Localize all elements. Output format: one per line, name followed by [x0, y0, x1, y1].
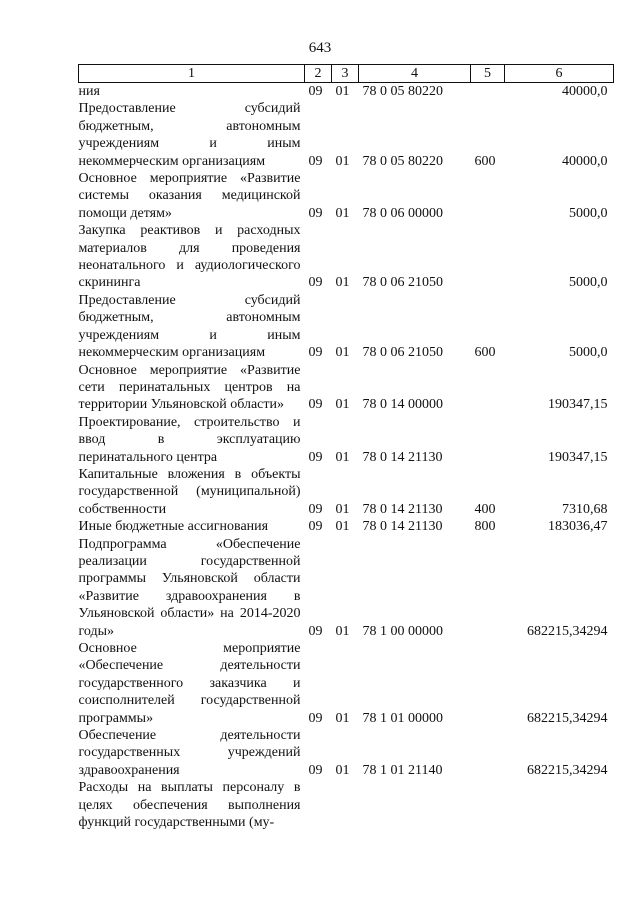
column-header-3: 3 — [332, 65, 359, 83]
amount — [505, 779, 614, 831]
row-name: Предоставление субсидий бюджетным, автономным учреждениям и иным некоммерческим организациям — [78, 292, 301, 361]
row-name: ния — [78, 84, 100, 99]
row-name: Закупка реактивов и расходных материалов для проведения неонатального и аудиологического скрининга — [78, 223, 301, 291]
amount: 190347,15 — [548, 397, 608, 413]
section-code: 09 — [308, 275, 323, 291]
subsection-code: 01 — [335, 762, 350, 778]
row-name: Обеспечение деятельности государственных учреждений здравоохранения — [78, 728, 301, 778]
expense-type-code — [471, 83, 505, 101]
subsection-code: 01 — [335, 205, 350, 221]
subsection-code: 01 — [335, 710, 350, 726]
subsection-code: 01 — [335, 345, 350, 361]
row-name: Основное мероприятие «Развитие системы оказания медицинской помощи детям» — [78, 171, 301, 221]
budget-table — [78, 64, 614, 831]
target-article-code: 78 0 14 21130 — [362, 449, 443, 465]
expense-type-code: 800 — [474, 519, 496, 535]
amount: 5000,0 — [569, 205, 608, 221]
table-body — [79, 83, 614, 832]
target-article-code: 78 0 05 80220 — [362, 153, 443, 169]
section-code: 09 — [308, 762, 323, 778]
amount: 7310,68 — [562, 501, 608, 517]
expense-type-code — [471, 779, 505, 831]
expense-type-code — [471, 640, 505, 727]
table-row — [79, 727, 614, 779]
expense-type-code — [471, 222, 505, 292]
row-name: Иные бюджетные ассигнования — [78, 519, 269, 535]
subsection-code: 01 — [335, 623, 350, 639]
section-code: 09 — [308, 623, 323, 639]
amount: 190347,15 — [548, 449, 608, 465]
amount: 40000,0 — [562, 153, 608, 169]
table-row — [79, 362, 614, 414]
amount: 682215,34294 — [527, 623, 608, 639]
target-article-code: 78 1 00 00000 — [362, 623, 443, 639]
table-row — [79, 518, 614, 535]
target-article-code: 78 0 06 00000 — [362, 205, 443, 221]
amount: 183036,47 — [548, 519, 608, 535]
amount: 5000,0 — [569, 275, 608, 291]
section-code: 09 — [308, 519, 323, 535]
section-code: 09 — [308, 84, 323, 99]
subsection-code: 01 — [335, 153, 350, 169]
target-article-code: 78 0 06 21050 — [362, 275, 443, 291]
expense-type-code — [471, 362, 505, 414]
row-name: Основное мероприятие «Обеспечение деятельности государственного заказчика и соисполнителей государственной программы» — [78, 641, 301, 726]
table-row — [79, 779, 614, 831]
subsection-code: 01 — [335, 84, 350, 99]
target-article-code: 78 1 01 21140 — [362, 762, 443, 778]
column-header-1: 1 — [79, 65, 305, 83]
subsection-code: 01 — [335, 397, 350, 413]
table-row — [79, 170, 614, 222]
row-name: Расходы на выплаты персоналу в целях обеспечения выполнения функций государственными (му- — [78, 780, 301, 831]
table-row — [79, 536, 614, 640]
column-header-6: 6 — [505, 65, 614, 83]
table-header-row — [79, 65, 614, 83]
subsection-code — [332, 779, 359, 831]
subsection-code: 01 — [335, 519, 350, 535]
expense-type-code — [471, 536, 505, 640]
row-name: Капитальные вложения в объекты государственной (муниципальной) собственности — [78, 466, 301, 517]
row-name: Предоставление субсидий бюджетным, автономным учреждениям и иным некоммерческим организациям — [78, 101, 301, 169]
expense-type-code — [471, 170, 505, 222]
target-article-code: 78 1 01 00000 — [362, 710, 443, 726]
expense-type-code — [471, 727, 505, 779]
expense-type-code — [471, 414, 505, 466]
row-name: Основное мероприятие «Развитие сети перинатальных центров на территории Ульяновской области» — [78, 362, 301, 413]
amount: 40000,0 — [562, 84, 608, 99]
table-row — [79, 100, 614, 170]
amount: 682215,34294 — [527, 762, 608, 778]
section-code: 09 — [308, 205, 323, 221]
table-row — [79, 466, 614, 518]
section-code: 09 — [308, 449, 323, 465]
section-code: 09 — [308, 345, 323, 361]
expense-type-code: 600 — [474, 345, 496, 361]
target-article-code: 78 0 06 21050 — [362, 345, 443, 361]
page-number: 643 — [308, 40, 332, 56]
target-article-code: 78 0 14 00000 — [362, 397, 443, 413]
target-article-code: 78 0 14 21130 — [362, 519, 443, 535]
target-article-code: 78 0 05 80220 — [362, 84, 443, 99]
table-row — [79, 292, 614, 362]
subsection-code: 01 — [335, 449, 350, 465]
table-row — [79, 414, 614, 466]
section-code: 09 — [308, 397, 323, 413]
table-row — [79, 83, 614, 101]
target-article-code — [359, 779, 471, 831]
section-code: 09 — [308, 501, 323, 517]
table-row — [79, 640, 614, 727]
row-name: Проектирование, строительство и ввод в эксплуатацию перинатального центра — [78, 414, 301, 465]
row-name: Подпрограмма «Обеспечение реализации государственной программы Ульяновской области «Развитие здравоохранения в Ульяновской области» на 2014-2020 годы» — [78, 536, 301, 639]
subsection-code: 01 — [335, 275, 350, 291]
section-code — [305, 779, 332, 831]
column-header-2: 2 — [305, 65, 332, 83]
column-header-5: 5 — [471, 65, 505, 83]
table-row — [79, 222, 614, 292]
section-code: 09 — [308, 710, 323, 726]
target-article-code: 78 0 14 21130 — [362, 501, 443, 517]
column-header-4: 4 — [359, 65, 471, 83]
subsection-code: 01 — [335, 501, 350, 517]
amount: 682215,34294 — [527, 710, 608, 726]
section-code: 09 — [308, 153, 323, 169]
expense-type-code: 400 — [474, 501, 496, 517]
amount: 5000,0 — [569, 345, 608, 361]
expense-type-code: 600 — [474, 153, 496, 169]
